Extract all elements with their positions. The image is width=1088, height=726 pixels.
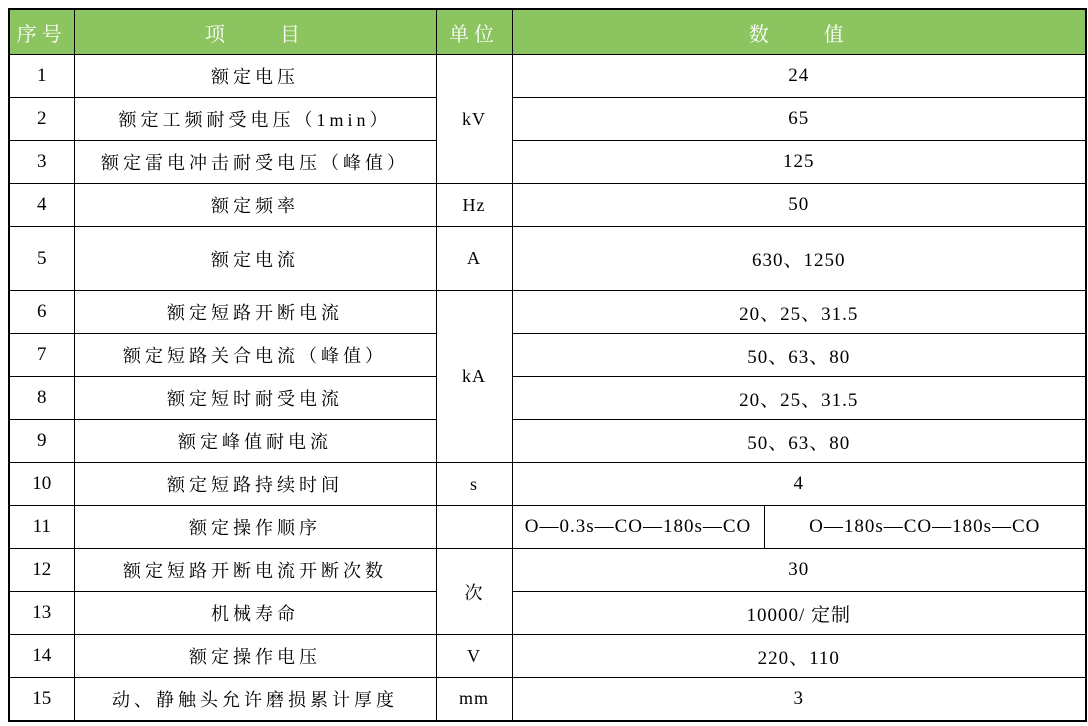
table-row <box>9 227 1086 291</box>
unit-cell: A <box>436 227 512 291</box>
value-cell: 20、25、31.5 <box>512 377 1086 420</box>
item-cell: 额定短路关合电流（峰值） <box>74 334 436 377</box>
row-number-cell: 13 <box>9 592 74 635</box>
item-cell: 动、静触头允许磨损累计厚度 <box>74 678 436 721</box>
row-number-cell: 15 <box>9 678 74 721</box>
row-number-cell: 7 <box>9 334 74 377</box>
unit-cell: V <box>436 635 512 678</box>
table-row <box>9 141 1086 184</box>
item-cell: 额定电压 <box>74 55 436 98</box>
value-cell-right: O—180s—CO—180s—CO <box>764 506 1086 549</box>
row-number-cell: 9 <box>9 420 74 463</box>
table-row <box>9 678 1086 721</box>
item-cell: 额定短路开断电流开断次数 <box>74 549 436 592</box>
row-number-cell: 1 <box>9 55 74 98</box>
row-number-cell: 2 <box>9 98 74 141</box>
table-row <box>9 55 1086 98</box>
value-cell: 50 <box>512 184 1086 227</box>
item-cell: 额定短路持续时间 <box>74 463 436 506</box>
value-cell: 630、1250 <box>512 227 1086 291</box>
unit-cell: kV <box>436 55 512 184</box>
row-number-cell: 12 <box>9 549 74 592</box>
item-cell: 额定峰值耐电流 <box>74 420 436 463</box>
row-number-cell: 6 <box>9 291 74 334</box>
item-cell: 额定雷电冲击耐受电压（峰值） <box>74 141 436 184</box>
row-number-cell: 14 <box>9 635 74 678</box>
value-cell: 3 <box>512 678 1086 721</box>
value-cell-left: O—0.3s—CO—180s—CO <box>512 506 764 549</box>
value-cell: 125 <box>512 141 1086 184</box>
header-value: 数 值 <box>512 9 1086 55</box>
value-cell: 30 <box>512 549 1086 592</box>
row-number-cell: 5 <box>9 227 74 291</box>
value-cell: 50、63、80 <box>512 334 1086 377</box>
unit-cell: kA <box>436 291 512 463</box>
table-row <box>9 291 1086 334</box>
row-number-cell: 8 <box>9 377 74 420</box>
value-cell: 24 <box>512 55 1086 98</box>
spec-table <box>8 8 1087 722</box>
table-row <box>9 592 1086 635</box>
table-row <box>9 334 1086 377</box>
value-cell: 50、63、80 <box>512 420 1086 463</box>
row-number-cell: 10 <box>9 463 74 506</box>
table-row <box>9 98 1086 141</box>
unit-cell: s <box>436 463 512 506</box>
header-index: 序号 <box>9 9 74 55</box>
unit-cell: 次 <box>436 549 512 635</box>
value-cell: 10000/ 定制 <box>512 592 1086 635</box>
row-number-cell: 11 <box>9 506 74 549</box>
header-item: 项 目 <box>74 9 436 55</box>
table-row <box>9 463 1086 506</box>
item-cell: 额定操作电压 <box>74 635 436 678</box>
value-cell: 4 <box>512 463 1086 506</box>
value-cell: 220、110 <box>512 635 1086 678</box>
table-row <box>9 377 1086 420</box>
unit-cell: Hz <box>436 184 512 227</box>
table-row <box>9 506 1086 549</box>
row-number-cell: 4 <box>9 184 74 227</box>
header-unit: 单位 <box>436 9 512 55</box>
item-cell: 机械寿命 <box>74 592 436 635</box>
table-row <box>9 549 1086 592</box>
row-number-cell: 3 <box>9 141 74 184</box>
item-cell: 额定短时耐受电流 <box>74 377 436 420</box>
item-cell: 额定操作顺序 <box>74 506 436 549</box>
value-cell: 20、25、31.5 <box>512 291 1086 334</box>
unit-cell: mm <box>436 678 512 721</box>
table-row <box>9 184 1086 227</box>
table-row <box>9 635 1086 678</box>
item-cell: 额定频率 <box>74 184 436 227</box>
unit-cell <box>436 506 512 549</box>
header-row <box>9 9 1086 55</box>
item-cell: 额定短路开断电流 <box>74 291 436 334</box>
value-cell: 65 <box>512 98 1086 141</box>
table-row <box>9 420 1086 463</box>
item-cell: 额定电流 <box>74 227 436 291</box>
item-cell: 额定工频耐受电压（1min） <box>74 98 436 141</box>
